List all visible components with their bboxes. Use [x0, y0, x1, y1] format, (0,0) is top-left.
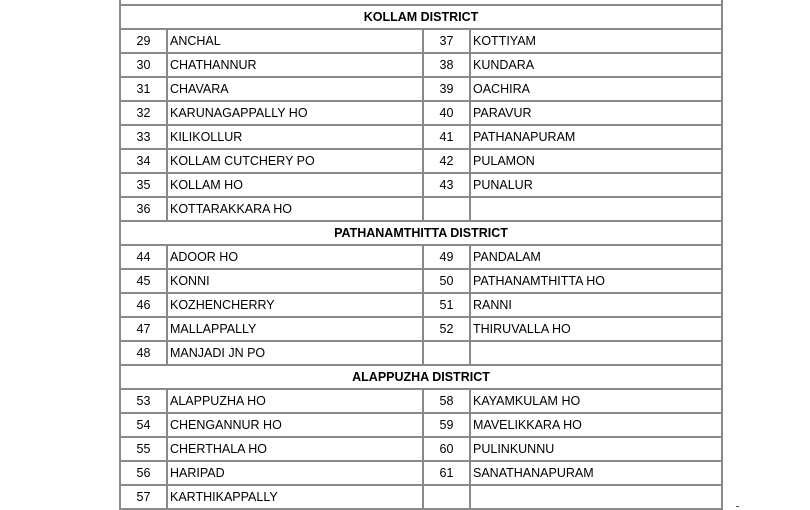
post-office-name-left: ALAPPUZHA HO: [168, 390, 424, 412]
post-office-name-right: RANNI: [473, 298, 512, 312]
post-office-name-right: KUNDARA: [473, 58, 535, 72]
table-row: [119, 318, 723, 342]
post-office-name-right: PARAVUR: [473, 106, 532, 120]
table-row: [119, 462, 723, 486]
post-office-name-left: KOZHENCHERRY: [168, 294, 424, 316]
serial-number-left: 46: [121, 294, 168, 316]
post-office-name-right: KAYAMKULAM HO: [473, 394, 581, 408]
serial-number-left: 36: [121, 198, 168, 220]
post-office-name-right: [471, 198, 721, 220]
serial-number-right: 59: [424, 414, 471, 436]
serial-number-right: 43: [424, 174, 471, 196]
post-office-name-left: KOTTARAKKARA HO: [168, 198, 424, 220]
post-office-name-left: CHERTHALA HO: [168, 438, 424, 460]
post-office-name-left: KOLLAM CUTCHERY PO: [168, 150, 424, 172]
serial-number-right: [424, 342, 471, 364]
serial-number-left: 56: [121, 462, 168, 484]
post-office-name-left: KARTHIKAPPALLY: [168, 486, 424, 508]
table-row: [119, 342, 723, 366]
serial-number-right: 41: [424, 126, 471, 148]
post-office-name-right: PUNALUR: [473, 178, 533, 192]
table-row: [119, 78, 723, 102]
post-office-name-left: MALLAPPALLY: [168, 318, 424, 340]
serial-number-right: 49: [424, 246, 471, 268]
serial-number-left: 35: [121, 174, 168, 196]
table-row: [119, 270, 723, 294]
post-office-name-right: PULAMON: [473, 154, 535, 168]
post-office-name-left: HARIPAD: [168, 462, 424, 484]
serial-number-left: 34: [121, 150, 168, 172]
serial-number-right: 51: [424, 294, 471, 316]
serial-number-left: 45: [121, 270, 168, 292]
serial-number-left: 47: [121, 318, 168, 340]
post-office-name-right: PANDALAM: [473, 250, 541, 264]
table-row: [119, 390, 723, 414]
serial-number-left: 55: [121, 438, 168, 460]
table-row: [119, 54, 723, 78]
serial-number-left: 57: [121, 486, 168, 508]
post-office-name-left: CHATHANNUR: [168, 54, 424, 76]
serial-number-right: 52: [424, 318, 471, 340]
post-office-name-right: SANATHANAPURAM: [473, 466, 594, 480]
table-row: [119, 174, 723, 198]
serial-number-left: 44: [121, 246, 168, 268]
post-office-name-left: KONNI: [168, 270, 424, 292]
serial-number-right: 42: [424, 150, 471, 172]
post-office-table: [119, 0, 723, 510]
serial-number-right: 58: [424, 390, 471, 412]
serial-number-left: 54: [121, 414, 168, 436]
serial-number-right: 60: [424, 438, 471, 460]
table-row: [119, 414, 723, 438]
post-office-name-right: PULINKUNNU: [473, 442, 555, 456]
post-office-name-left: ADOOR HO: [168, 246, 424, 268]
serial-number-left: 32: [121, 102, 168, 124]
serial-number-right: 61: [424, 462, 471, 484]
serial-number-right: [424, 486, 471, 508]
stray-mark: [736, 506, 739, 507]
district-header: KOLLAM DISTRICT: [119, 6, 723, 30]
serial-number-left: 53: [121, 390, 168, 412]
table-row: [119, 294, 723, 318]
post-office-name-right: [471, 342, 721, 364]
post-office-name-right: [471, 486, 721, 508]
post-office-name-right: KOTTIYAM: [473, 34, 536, 48]
table-row: [119, 150, 723, 174]
post-office-name-right: OACHIRA: [473, 82, 530, 96]
serial-number-right: [424, 198, 471, 220]
district-header: PATHANAMTHITTA DISTRICT: [119, 222, 723, 246]
serial-number-right: 39: [424, 78, 471, 100]
post-office-name-left: ANCHAL: [168, 30, 424, 52]
post-office-name-right: MAVELIKKARA HO: [473, 418, 582, 432]
post-office-name-right: THIRUVALLA HO: [473, 322, 571, 336]
serial-number-right: 38: [424, 54, 471, 76]
post-office-name-right: PATHANAPURAM: [473, 130, 576, 144]
serial-number-right: 37: [424, 30, 471, 52]
serial-number-left: 29: [121, 30, 168, 52]
serial-number-right: 40: [424, 102, 471, 124]
table-row: [119, 486, 723, 510]
serial-number-left: 48: [121, 342, 168, 364]
table-row: [119, 102, 723, 126]
table-row: [119, 438, 723, 462]
post-office-name-left: KOLLAM HO: [168, 174, 424, 196]
table-row: [119, 198, 723, 222]
post-office-name-left: MANJADI JN PO: [168, 342, 424, 364]
post-office-name-left: KARUNAGAPPALLY HO: [168, 102, 424, 124]
post-office-name-left: CHAVARA: [168, 78, 424, 100]
serial-number-left: 33: [121, 126, 168, 148]
post-office-name-left: KILIKOLLUR: [168, 126, 424, 148]
serial-number-left: 30: [121, 54, 168, 76]
table-row: [119, 30, 723, 54]
table-row: [119, 126, 723, 150]
district-header: ALAPPUZHA DISTRICT: [119, 366, 723, 390]
post-office-name-right: PATHANAMTHITTA HO: [473, 274, 605, 288]
post-office-name-left: CHENGANNUR HO: [168, 414, 424, 436]
table-row: [119, 246, 723, 270]
serial-number-right: 50: [424, 270, 471, 292]
serial-number-left: 31: [121, 78, 168, 100]
